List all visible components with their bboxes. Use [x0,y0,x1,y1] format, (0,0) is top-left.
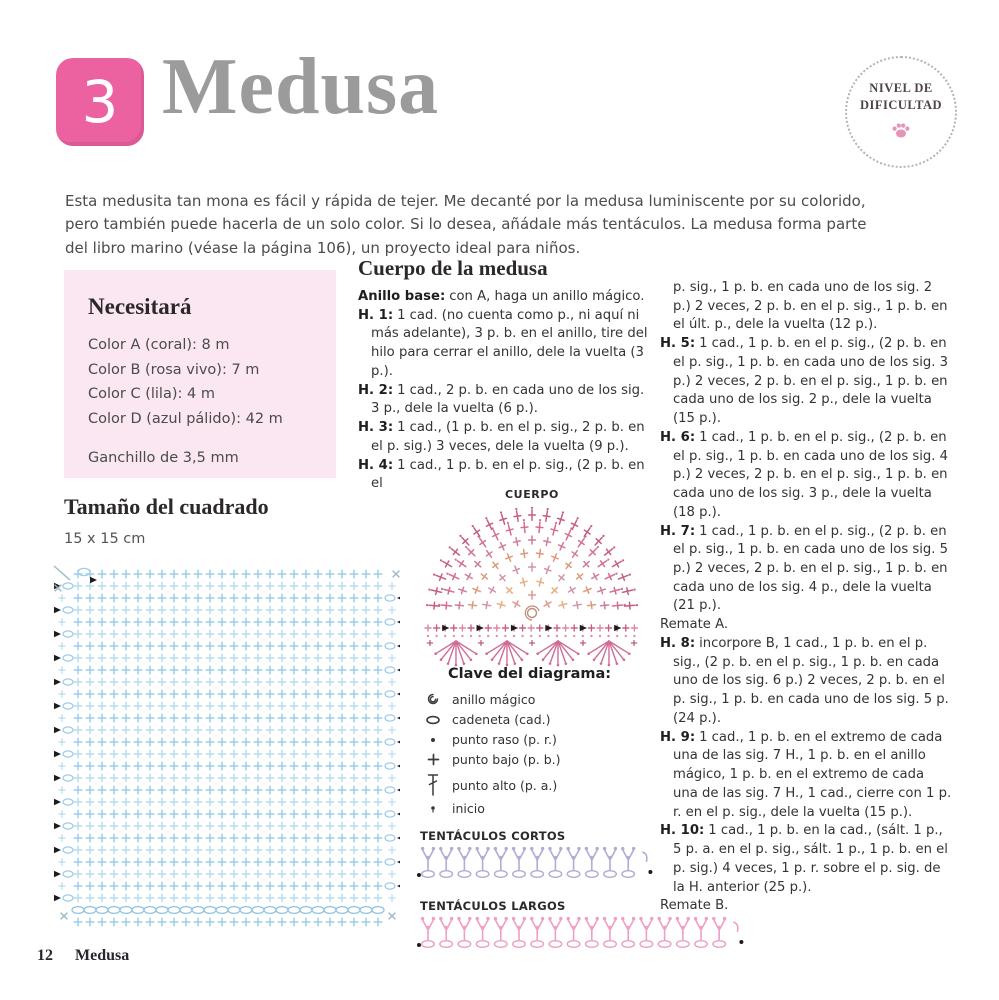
double-crochet-icon [422,772,444,798]
instruction-step: H. 10: 1 cad., 1 p. b. en la cad., (sált. 1 p., 5 p. a. en el p. sig., sált. 1 p., 1 p. b. en el p. sig.) 4 veces, 1 p. r. sobre el p. sig. de la H. anterior (25 p.). [660,823,948,895]
materials-heading: Necesitará [88,294,192,319]
legend-item [422,691,647,707]
slip-stitch-icon [422,736,444,744]
instructions-heading: Cuerpo de la medusa [358,256,548,280]
instruction-steps-left [358,288,652,494]
legend-heading: Clave del diagrama: [448,666,612,682]
instruction-step: p. sig., 1 p. b. en cada uno de los sig. 2 p.) 2 veces, 2 p. b. en el p. sig., 1 p. b. en el últ. p., dele la vuelta (12 p.). [673,280,948,333]
tentacles-short-label: TENTÁCULOS CORTOS [420,829,566,843]
instruction-step: H. 5: 1 cad., 1 p. b. en el p. sig., (2 p. b. en el p. sig., 1 p. b. en cada uno de los sig. 3 p.) 2 veces, 2 p. b. en el p. sig., 1 p. b. en cada uno de los sig. 2 p., dele la vuelta (15 p.). [660,336,949,427]
diagram-legend [422,666,647,821]
instruction-step: H. 3: 1 cad., (1 p. b. en el p. sig., 2 p. b. en el p. sig.) 3 veces, dele la vuelta (9 p.). [358,420,645,454]
legend-label: inicio [452,801,485,816]
hook-size: Ganchillo de 3,5 mm [88,449,239,466]
materials-item: Color B (rosa vivo): 7 m [88,361,260,378]
legend-label: anillo mágico [452,691,536,707]
tentacles-long-diagram [416,912,756,956]
materials-list [88,333,312,432]
square-crochet-chart [44,556,400,942]
difficulty-badge [845,56,957,168]
legend-item [422,772,647,798]
page-number: 12 [37,947,53,964]
start-marker-icon [422,804,444,814]
instruction-step: Remate B. [660,898,729,914]
size-heading: Tamaño del cuadrado [64,494,269,519]
difficulty-label-line2: DIFICULTAD [859,97,943,112]
chain-stitch-icon [422,714,444,726]
materials-item: Color A (coral): 8 m [88,337,230,353]
size-value: 15 x 15 cm [64,531,146,547]
instruction-step: H. 4: 1 cad., 1 p. b. en el p. sig., (2 p. b. en el [358,457,645,492]
legend-label: punto bajo (p. b.) [452,752,561,767]
instruction-step: H. 1: 1 cad. (no cuenta como p., ni aquí ni más adelante), 3 p. b. en el anillo, tire del hilo para cerrar el anillo, dele la vuelta (3 p.). [358,307,648,379]
page-title: Medusa [162,43,440,131]
legend-label: punto alto (p. a.) [452,777,558,793]
instruction-step: H. 8: incorpore B, 1 cad., 1 p. b. en el p. sig., (2 p. b. en el p. sig., 1 p. b. en cada uno de los sig. 6 p.) 2 veces, 2 p. b. en el p. sig., 1 p. b. en cada uno de los sig. 5 p. (24 p.). [660,635,949,726]
instructions-column-left [358,256,652,494]
instruction-step: H. 2: 1 cad., 2 p. b. en cada uno de los sig. 3 p., dele la vuelta (6 p.). [358,382,645,417]
paw-icon [890,120,912,144]
intro-paragraph: Esta medusita tan mona es fácil y rápida de tejer. Me decanté por la medusa luminiscente por su colorido, pero también puede hacerla de un solo color. Si lo desea, añádale más tentáculos. La medusa forma parte del libro marino (véase la página 106), un proyecto ideal para niños. [65,192,867,257]
instruction-step: H. 6: 1 cad., 1 p. b. en el p. sig., (2 p. b. en el p. sig., 1 p. b. en cada uno de los sig. 4 p.) 2 veces, 2 p. b. en el p. sig., 1 p. b. en cada uno de los sig. 3 p., dele la vuelta (18 p.). [660,429,949,520]
tentacles-short-diagram [416,842,656,886]
materials-item: Color C (lila): 4 m [88,386,215,403]
instructions-column-right [660,279,952,916]
tentacles-long-label: TENTÁCULOS LARGOS [420,899,566,913]
legend-label: punto raso (p. r.) [452,732,557,747]
instruction-step: Remate A. [660,617,729,633]
materials-box [64,270,336,478]
instruction-step: H. 9: 1 cad., 1 p. b. en el extremo de cada una de las sig. 7 H., 1 p. b. en el anillo mágico, 1 p. b. en el extremo de cada una de las sig. 7 H., 1 cad., cierre con 1 p. r. en el p. sig., dele la vuelta (15 p.). [660,729,952,820]
legend-item [422,712,647,727]
materials-item: Color D (azul pálido): 42 m [88,410,283,427]
chapter-number-badge: 3 [56,58,144,146]
instruction-step: H. 7: 1 cad., 1 p. b. en el p. sig., (2 p. b. en el p. sig., 1 p. b. en cada uno de los sig. 5 p.) 2 veces, 2 p. b. en el p. sig., 1 p. b. en cada uno de los sig. 4 p., dele la vuelta (21 p.). [660,523,949,614]
footer-chapter: Medusa [75,947,130,964]
legend-item [422,752,647,767]
legend-item [422,732,647,747]
page-footer [37,947,129,965]
difficulty-label-line1: NIVEL DE [869,81,933,96]
cuerpo-crochet-diagram [408,501,656,673]
legend-item [422,801,647,816]
single-crochet-icon [422,753,444,766]
magic-ring-icon [422,691,444,707]
cuerpo-diagram-label: CUERPO [504,488,559,501]
legend-label: cadeneta (cad.) [452,712,551,727]
instruction-step: Anillo base: con A, haga un anillo mágico. [358,289,645,304]
